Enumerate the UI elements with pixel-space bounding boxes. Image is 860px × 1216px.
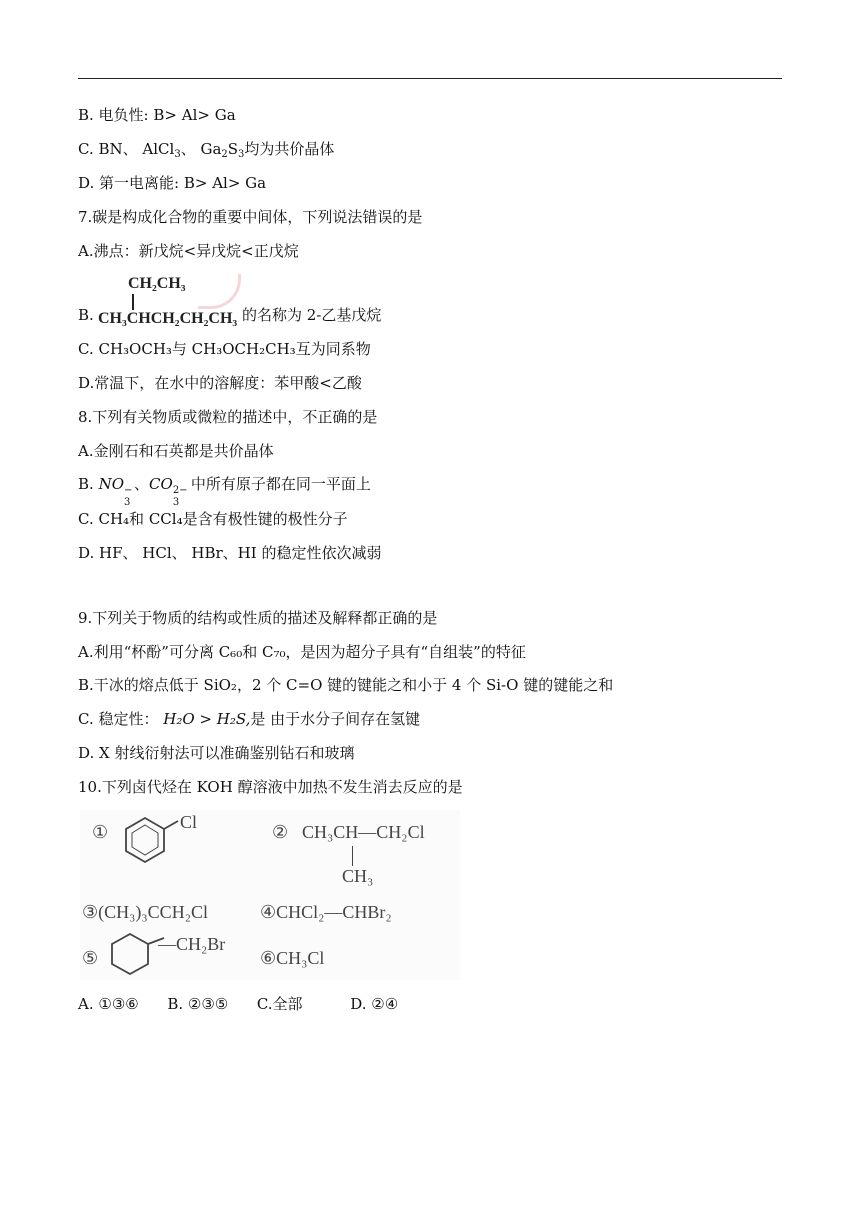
- structure-2-number: ②: [272, 822, 289, 842]
- q7-option-a: A.沸点：新戊烷<异戊烷<正戊烷: [78, 242, 299, 260]
- q7-option-b-prefix: B.: [78, 306, 94, 324]
- structure-4: ④CHCl₂—CHBr₂: [260, 902, 392, 922]
- q7-structure-image: [98, 272, 243, 334]
- q7-option-c: C. CH₃OCH₃与 CH₃OCH₂CH₃互为同系物: [78, 340, 371, 358]
- structure-top-group: CH₂CH₃: [128, 275, 186, 292]
- structure-bond-line: [132, 294, 134, 310]
- q6-option-c: C. BN、 AlCl$_3$、 $Ga_2S_3$均为共价晶体: [78, 140, 335, 160]
- structure-5-number: ⑤: [82, 948, 99, 968]
- q9-stem: 9.下列关于物质的结构或性质的描述及解释都正确的是: [78, 609, 438, 627]
- q9-option-d: D. X 射线衍射法可以准确鉴别钻石和玻璃: [78, 744, 355, 762]
- q7-option-d: D.常温下，在水中的溶解度：苯甲酸<乙酸: [78, 374, 362, 392]
- q7-option-b-suffix: 的名称为 2-乙基戊烷: [242, 306, 382, 324]
- q7-stem: 7.碳是构成化合物的重要中间体，下列说法错误的是: [78, 208, 423, 226]
- structure-1-substituent: Cl: [180, 812, 198, 832]
- q10-answer-options: A. ①③⑥ B. ②③⑤ C.全部 D. ②④: [78, 995, 399, 1013]
- structure-2-chain: CH₃CH—CH₂Cl: [302, 822, 425, 842]
- structure-3: ③(CH₃)₃CCH₂Cl: [82, 902, 208, 922]
- structure-2-bond: [352, 846, 353, 866]
- q9-option-c: C. 稳定性： H₂O > H₂S,是 由于水分子间存在氢键: [78, 710, 421, 728]
- q8-option-b: B. NO − 3 、CO 2− 3 中所有原子都在同一平面上: [78, 475, 371, 508]
- structure-main-chain: CH₃CHCH₂CH₂CH₃: [98, 310, 238, 327]
- stamp-mark: [198, 274, 241, 309]
- q6-option-b: B. 电负性: B> Al> Ga: [78, 106, 236, 124]
- structure-6: ⑥CH₃Cl: [260, 948, 325, 968]
- structure-1-number: ①: [92, 822, 109, 842]
- q8-option-c: C. CH₄和 CCl₄是含有极性键的极性分子: [78, 510, 348, 528]
- q8-option-d: D. HF、 HCl、 HBr、HI 的稳定性依次减弱: [78, 544, 382, 562]
- structure-2-branch: CH₃: [342, 866, 374, 886]
- q10-stem: 10.下列卤代烃在 KOH 醇溶液中加热不发生消去反应的是: [78, 778, 463, 796]
- header-rule: [78, 78, 782, 79]
- q6-option-d: D. 第一电离能: B> Al> Ga: [78, 174, 267, 192]
- structure-5-substituent: —CH₂Br: [158, 934, 226, 954]
- q8-stem: 8.下列有关物质或微粒的描述中，不正确的是: [78, 408, 378, 426]
- q8-option-a: A.金刚石和石英都是共价晶体: [78, 442, 274, 460]
- q10-structures-image: [80, 810, 460, 980]
- q9-option-a: A.利用“杯酚”可分离 C₆₀和 C₇₀，是因为超分子具有“自组装”的特征: [78, 643, 526, 661]
- q9-option-b: B.干冰的熔点低于 SiO₂，2 个 C=O 键的键能之和小于 4 个 Si-O 键的键能之和: [78, 676, 614, 694]
